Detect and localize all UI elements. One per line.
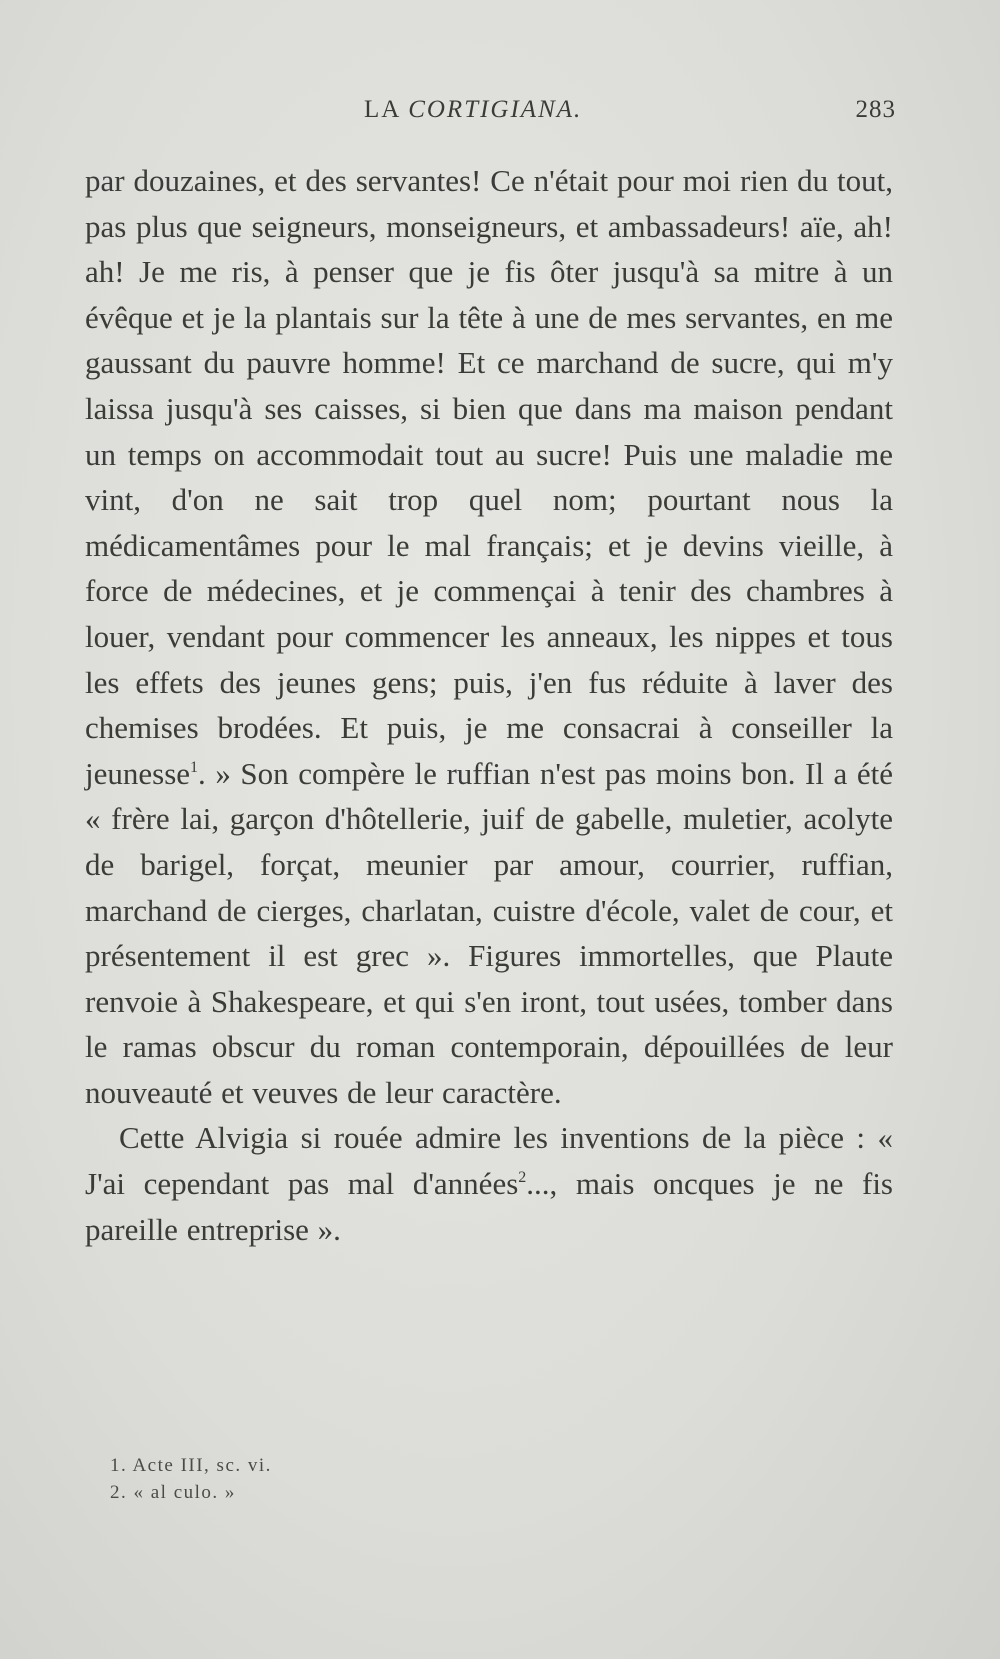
running-title-prefix: LA	[364, 96, 400, 123]
running-title	[364, 96, 582, 124]
footnote-ref-2: 2	[518, 1169, 527, 1187]
page-number: 283	[855, 96, 896, 123]
paragraph-1	[85, 158, 893, 1115]
running-title-italic: CORTIGIANA.	[408, 96, 583, 123]
paragraph-2	[85, 1115, 893, 1252]
paragraph-1-text-a: par douzaines, et des servantes! Ce n'était pour moi rien du tout, pas plus que seigneurs, monseigneurs, et ambassadeurs! aïe, ah! ah! Je me ris, à penser que je fis ôter jusqu'à sa mitre à un évêque et je la plantais sur la tête à une de mes servantes, en me gaussant du pauvre homme! Et ce marchand de sucre, qui m'y laissa jusqu'à ses caisses, si bien que dans ma maison pendant un temps on accommodait tout au sucre! Puis une maladie me vint, d'on ne sait trop quel nom; pourtant nous la médicamentâmes pour le mal français; et je devins vieille, à force de médecines, et je commençai à tenir des chambres à louer, vendant pour commencer les anneaux, les nippes et tous les effets des jeunes gens; puis, j'en fus réduite à laver des chemises brodées. Et puis, je me consacrai à conseiller la jeunesse	[85, 163, 893, 791]
footnotes	[110, 1452, 870, 1506]
paragraph-2-text-b: ..., mais oncques je ne fis pareille entreprise ».	[85, 1166, 893, 1247]
footnote-1: 1. Acte III, sc. vi.	[110, 1455, 272, 1476]
footnote-2: 2. « al culo. »	[110, 1482, 236, 1503]
paragraph-1-text-b: . » Son compère le ruffian n'est pas moins bon. Il a été « frère lai, garçon d'hôtellerie, juif de gabelle, muletier, acolyte de barigel, forçat, meunier par amour, courrier, ruffian, marchand de cierges, charlatan, cuistre d'école, valet de cour, et présentement il est grec ». Figures immortelles, que Plaute renvoie à Shakespeare, et qui s'en iront, tout usées, tomber dans le ramas obscur du roman contemporain, dépouillées de leur nouveauté et veuves de leur caractère.	[85, 755, 893, 1110]
footnote-ref-1: 1	[190, 758, 199, 776]
paragraph-2-text-a: Cette Alvigia si rouée admire les inventions de la pièce : « J'ai cependant pas mal d'années	[85, 1120, 893, 1202]
body-text	[85, 158, 893, 1252]
running-header	[88, 96, 896, 132]
